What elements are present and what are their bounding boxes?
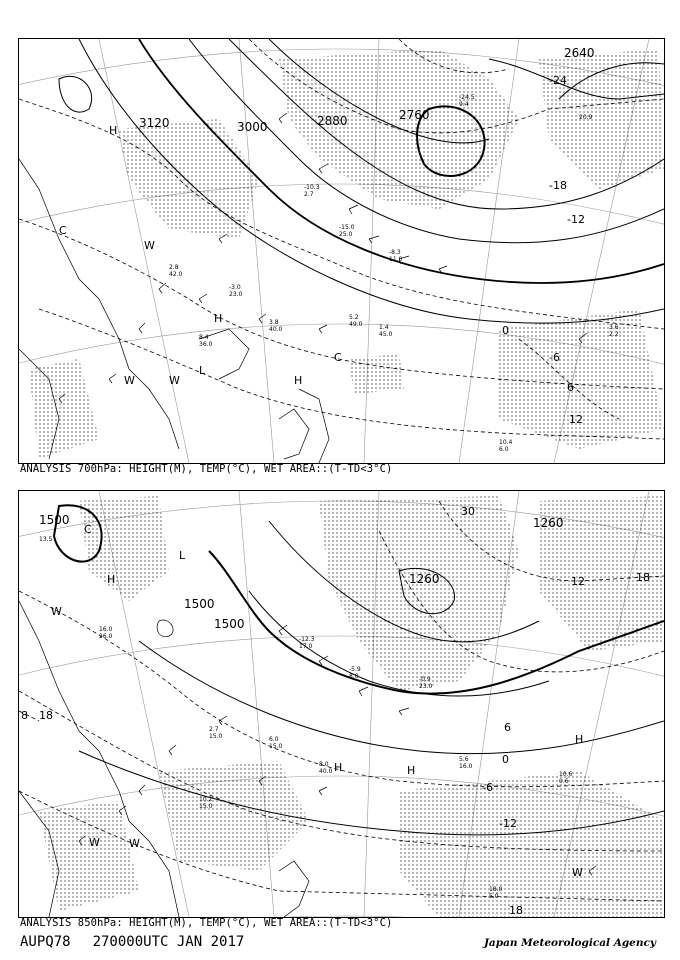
center-label-850-5: W [51, 605, 62, 618]
chart-id: AUPQ78 [20, 934, 71, 950]
height-label-700-3: 2760 [399, 108, 430, 122]
center-label-850-0: H [107, 573, 116, 586]
svg-text:-8.3: -8.3 [389, 249, 401, 256]
temp-label-850-1: 12 [571, 575, 585, 588]
center-label-700-6: W [144, 239, 155, 252]
svg-text:49.0: 49.0 [349, 321, 363, 328]
center-label-700-2: L [199, 364, 206, 377]
height-label-850-1: 1500 [184, 597, 215, 611]
temp-label-700-4: -6 [549, 351, 560, 364]
temp-label-850-3: 0 [502, 753, 509, 766]
svg-text:13.5: 13.5 [39, 536, 53, 543]
temp-label-700-6: 12 [569, 413, 583, 426]
height-label-850-4: 1260 [533, 516, 564, 530]
height-label-700-2: 2880 [317, 114, 348, 128]
analysis-850hpa-map [18, 490, 665, 918]
temp-label-700-0: -12 [567, 213, 585, 226]
center-label-700-8: W [124, 374, 135, 387]
svg-text:8.0: 8.0 [319, 761, 329, 768]
svg-text:2.7: 2.7 [209, 726, 219, 733]
svg-text:10.4: 10.4 [499, 439, 513, 446]
svg-text:3.8: 3.8 [269, 319, 279, 326]
svg-text:20.9: 20.9 [579, 114, 593, 121]
temp-label-850-8: 8 [21, 709, 28, 722]
height-label-850-3: 1260 [409, 572, 440, 586]
temp-label-850-4: -6 [482, 781, 493, 794]
svg-text:11.0: 11.0 [389, 256, 403, 263]
svg-text:-12.3: -12.3 [299, 636, 315, 643]
height-label-700-1: 3000 [237, 120, 268, 134]
height-label-700-0: 3120 [139, 116, 170, 130]
temp-label-850-5: -12 [499, 817, 517, 830]
svg-text:10.2: 10.2 [199, 796, 213, 803]
caption-850hpa: ANALYSIS 850hPa: HEIGHT(M), TEMP(°C), WET AREA::(T-TD<3°C) [20, 917, 393, 929]
svg-text:1.4: 1.4 [379, 324, 389, 331]
svg-text:5.0: 5.0 [489, 893, 499, 900]
svg-text:3.6: 3.6 [609, 324, 619, 331]
center-label-700-3: H [294, 374, 303, 387]
center-label-850-4: H [575, 733, 584, 746]
center-label-700-4: C [59, 224, 67, 237]
svg-text:2.8: 2.8 [169, 264, 179, 271]
svg-text:-15.0: -15.0 [339, 224, 355, 231]
svg-text:25.0: 25.0 [339, 231, 353, 238]
height-label-850-2: 1500 [214, 617, 245, 631]
analysis-700hpa-map [18, 38, 665, 464]
center-label-700-0: H [109, 124, 118, 137]
svg-text:23.0: 23.0 [229, 291, 243, 298]
map-850-canvas [19, 491, 664, 917]
svg-text:5.6: 5.6 [459, 756, 469, 763]
valid-time: 270000UTC JAN 2017 [92, 934, 245, 950]
map-700-canvas [19, 39, 664, 463]
svg-text:40.0: 40.0 [269, 326, 283, 333]
center-label-850-9: C [84, 523, 92, 536]
svg-text:9.4: 9.4 [459, 101, 469, 108]
svg-text:6.0: 6.0 [499, 446, 509, 453]
svg-text:2.2: 2.2 [609, 331, 619, 338]
temp-label-700-3: 0 [502, 324, 509, 337]
svg-text:-10.3: -10.3 [304, 184, 320, 191]
temp-label-850-9: 18 [509, 904, 523, 917]
height-label-850-0: 1500 [39, 513, 70, 527]
svg-text:15.0: 15.0 [199, 803, 213, 810]
svg-text:42.0: 42.0 [169, 271, 183, 278]
chart-identifier [20, 934, 266, 950]
wet-area-850 [39, 496, 664, 917]
height-label-700-4: 2640 [564, 46, 595, 60]
center-label-850-8: W [572, 866, 583, 879]
svg-text:-3.0: -3.0 [229, 284, 241, 291]
svg-text:17.0: 17.0 [299, 643, 313, 650]
svg-text:16.0: 16.0 [459, 763, 473, 770]
svg-text:5.2: 5.2 [349, 314, 359, 321]
temp-label-850-2: 6 [504, 721, 511, 734]
svg-text:0.6: 0.6 [559, 778, 569, 785]
svg-text:40.0: 40.0 [319, 768, 333, 775]
center-label-850-1: L [179, 549, 186, 562]
center-label-700-5: C [334, 351, 342, 364]
center-label-700-1: H [214, 312, 223, 325]
svg-text:26.0: 26.0 [99, 633, 113, 640]
caption-700hpa: ANALYSIS 700hPa: HEIGHT(M), TEMP(°C), WET AREA::(T-TD<3°C) [20, 463, 393, 475]
svg-text:15.0: 15.0 [209, 733, 223, 740]
center-label-700-7: W [169, 374, 180, 387]
svg-text:8.4: 8.4 [199, 334, 209, 341]
temp-label-700-2: -24 [549, 74, 567, 87]
agency-name: Japan Meteorological Agency [483, 937, 656, 949]
temp-label-850-6: 18 [39, 709, 53, 722]
svg-text:10.6: 10.6 [559, 771, 573, 778]
temp-label-850-7: 30 [461, 505, 475, 518]
temp-label-700-5: 6 [567, 381, 574, 394]
svg-text:16.0: 16.0 [99, 626, 113, 633]
temp-label-700-1: -18 [549, 179, 567, 192]
temp-label-850-0: 18 [636, 571, 650, 584]
svg-text:-24.5: -24.5 [459, 94, 475, 101]
center-label-850-3: H [407, 764, 416, 777]
svg-text:6.0: 6.0 [269, 736, 279, 743]
svg-text:45.0: 45.0 [379, 331, 393, 338]
center-label-850-2: H [334, 761, 343, 774]
svg-text:8.0: 8.0 [349, 673, 359, 680]
svg-text:2.7: 2.7 [304, 191, 314, 198]
svg-text:23.0: 23.0 [419, 683, 433, 690]
svg-text:-0.9: -0.9 [419, 676, 431, 683]
center-label-850-7: W [129, 837, 140, 850]
svg-text:-5.9: -5.9 [349, 666, 361, 673]
center-label-850-6: W [89, 836, 100, 849]
svg-text:36.0: 36.0 [199, 341, 213, 348]
svg-text:18.0: 18.0 [489, 886, 503, 893]
svg-text:15.0: 15.0 [269, 743, 283, 750]
